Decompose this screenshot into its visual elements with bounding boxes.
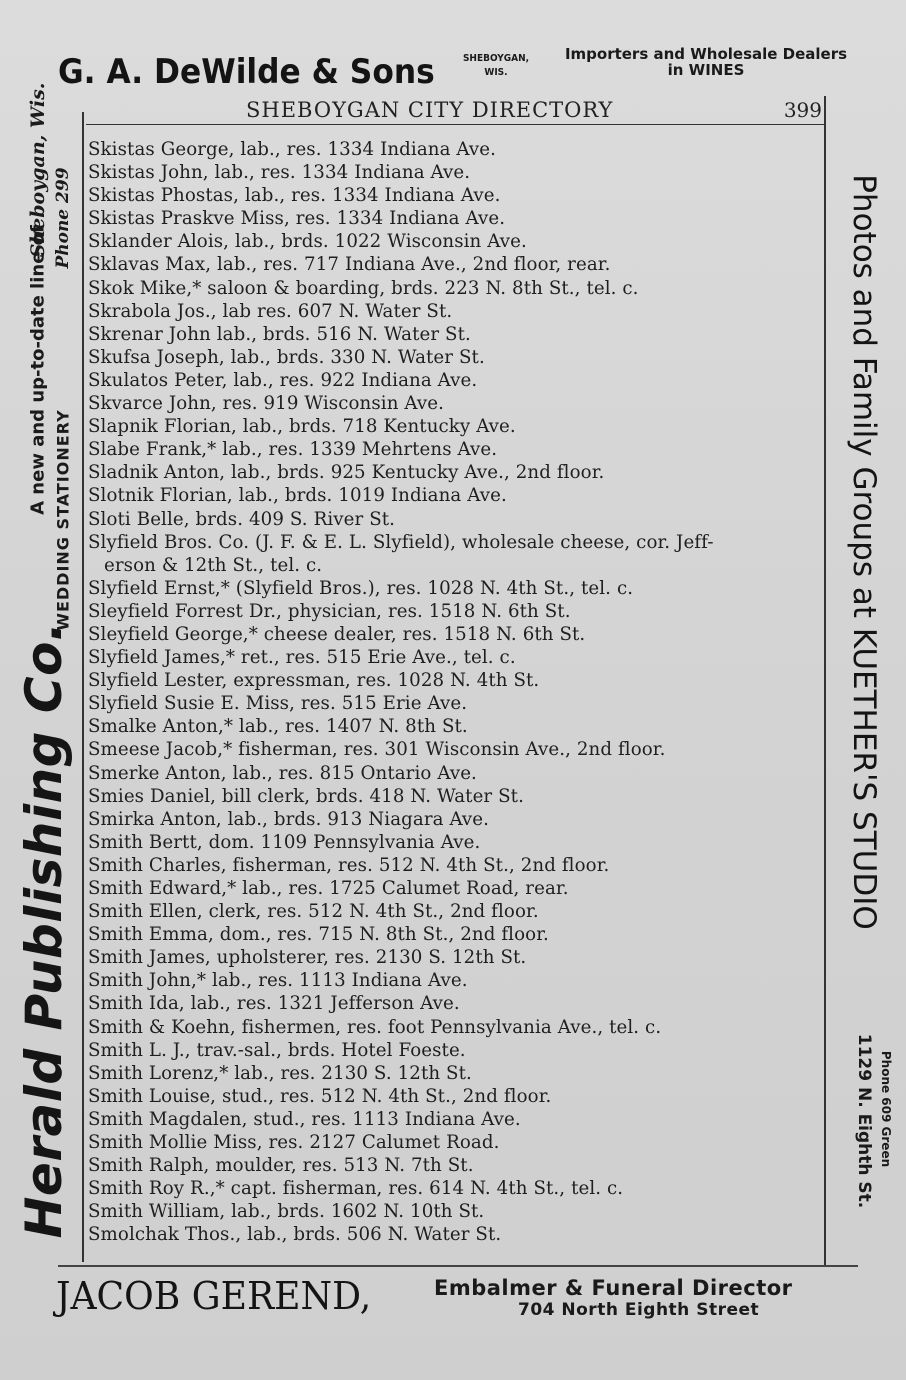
directory-entry: Smith Louise, stud., res. 512 N. 4th St., 2nd floor. [88,1085,552,1107]
left-ad-location: Sheboygan, Wis. [27,82,49,258]
directory-entry: Skvarce John, res. 919 Wisconsin Ave. [88,393,445,415]
right-ad-address: 1129 N. Eighth St. [854,1033,874,1209]
directory-entries-list [88,138,822,1247]
directory-entry: Slyfield James,* ret., res. 515 Erie Ave., tel. c. [88,647,516,669]
top-ad-dealers-line1: Importers and Wholesale Dealers [564,45,848,63]
directory-entry: Smies Daniel, bill clerk, brds. 418 N. Water St. [88,785,524,807]
directory-entry: Sleyfield George,* cheese dealer, res. 1518 N. 6th St. [88,623,586,645]
directory-entry: Slabe Frank,* lab., res. 1339 Mehrtens Ave. [88,439,498,461]
directory-entry: Smith Roy R.,* capt. fisherman, res. 614 N. 4th St., tel. c. [88,1178,624,1200]
directory-entry: Smith Charles, fisherman, res. 512 N. 4th St., 2nd floor. [88,854,610,876]
directory-entry: Skrenar John lab., brds. 516 N. Water St. [88,323,471,345]
right-ad-slogan: Photos and Family Groups at KUETHER'S STUDIO [846,174,882,930]
left-ad-product: WEDDING STATIONERY [53,409,73,631]
directory-entry: Skistas John, lab., res. 1334 Indiana Ave. [88,162,471,184]
directory-entry: Smirka Anton, lab., brds. 913 Niagara Ave. [88,808,490,830]
top-ad-city [456,52,536,80]
directory-entry: Smith Ellen, clerk, res. 512 N. 4th St., 2nd floor. [88,901,539,923]
directory-entry: Skulatos Peter, lab., res. 922 Indiana Ave. [88,369,478,391]
directory-entry: Smith William, lab., brds. 1602 N. 10th St. [88,1201,485,1223]
top-ad-city-line2: WIS. [484,67,508,78]
bottom-ad-name: JACOB GEREND, [56,1274,372,1318]
directory-entry: Sklander Alois, lab., brds. 1022 Wisconsin Ave. [88,231,527,253]
directory-entry: Smith & Koehn, fishermen, res. foot Pennsylvania Ave., tel. c. [88,1016,662,1038]
directory-entry: Smalke Anton,* lab., res. 1407 N. 8th St. [88,716,468,738]
page-number: 399 [783,98,822,122]
directory-entry: Skok Mike,* saloon & boarding, brds. 223 N. 8th St., tel. c. [88,277,639,299]
bottom-rule [58,1265,858,1267]
directory-entry: Sklavas Max, lab., res. 717 Indiana Ave., 2nd floor, rear. [88,254,611,276]
running-header [86,96,826,125]
directory-entry: Skrabola Jos., lab res. 607 N. Water St. [88,300,453,322]
directory-entry: Smerke Anton, lab., res. 815 Ontario Ave. [88,762,477,784]
bottom-advertisement [56,1268,876,1348]
directory-entry: Smith Mollie Miss, res. 2127 Calumet Road. [88,1132,500,1154]
directory-entry: Smith Lorenz,* lab., res. 2130 S. 12th St. [88,1062,472,1084]
directory-entry: Smith Ralph, moulder, res. 513 N. 7th St. [88,1155,474,1177]
top-ad-dealers-line2: in WINES [667,61,745,79]
directory-entry: erson & 12th St., tel. c. [104,554,323,576]
directory-entry: Smith L. J., trav.-sal., brds. Hotel Foeste. [88,1039,466,1061]
right-ad-phone: Phone 609 Green [879,1050,893,1168]
directory-entry: Smith Bertt, dom. 1109 Pennsylvania Ave. [88,831,481,853]
left-ad-publisher: Herald Publishing Co. [15,621,73,1239]
directory-entry: Skistas Phostas, lab., res. 1334 Indiana Ave. [88,185,501,207]
directory-entry: Slapnik Florian, lab., brds. 718 Kentucky Ave. [88,416,516,438]
directory-entry: Skistas George, lab., res. 1334 Indiana Ave. [88,139,497,160]
directory-entry: Slyfield Bros. Co. (J. F. & E. L. Slyfield), wholesale cheese, cor. Jeff- [88,531,714,553]
directory-entry: Smith James, upholsterer, res. 2130 S. 12th St. [88,947,527,969]
directory-entry: Slotnik Florian, lab., brds. 1019 Indiana Ave. [88,485,507,507]
directory-entry: Slyfield Lester, expressman, res. 1028 N. 4th St. [88,670,540,692]
directory-entry: Smith John,* lab., res. 1113 Indiana Ave. [88,970,468,992]
bottom-ad-address: 704 North Eighth Street [518,1300,760,1320]
directory-entry: Slyfield Susie E. Miss, res. 515 Erie Ave. [88,693,468,715]
directory-entry: Smith Emma, dom., res. 715 N. 8th St., 2nd floor. [88,924,549,946]
left-ad-phone: Phone 299 [53,167,73,269]
top-ad-city-line1: SHEBOYGAN, [462,53,530,64]
top-ad-firm-name: G. A. DeWilde & Sons [58,52,435,92]
directory-entry: Skufsa Joseph, lab., brds. 330 N. Water St. [88,346,485,368]
directory-entry: Smith Ida, lab., res. 1321 Jefferson Ave. [88,993,460,1015]
left-side-advertisement [0,0,84,1270]
directory-entry: Smeese Jacob,* fisherman, res. 301 Wisconsin Ave., 2nd floor. [88,739,666,761]
directory-entry: Sleyfield Forrest Dr., physician, res. 1518 N. 6th St. [88,600,571,622]
directory-entry: Smith Edward,* lab., res. 1725 Calumet Road, rear. [88,878,569,899]
directory-entry: Smolchak Thos., lab., brds. 506 N. Water St. [88,1224,502,1246]
directory-entry: Sloti Belle, brds. 409 S. River St. [88,508,396,530]
top-ad-dealers [536,46,876,78]
bottom-ad-profession: Embalmer & Funeral Director [434,1276,793,1300]
directory-title: SHEBOYGAN CITY DIRECTORY [246,98,614,122]
top-advertisement [58,40,878,92]
directory-entry: Skistas Praskve Miss, res. 1334 Indiana Ave. [88,208,506,230]
directory-entry: Slyfield Ernst,* (Slyfield Bros.), res. 1028 N. 4th St., tel. c. [88,577,634,599]
left-ad-tagline: A new and up-to-date line of [27,225,49,515]
directory-entry: Sladnik Anton, lab., brds. 925 Kentucky Ave., 2nd floor. [88,462,605,484]
right-side-advertisement [824,96,906,1276]
directory-entry: Smith Magdalen, stud., res. 1113 Indiana Ave. [88,1108,521,1130]
